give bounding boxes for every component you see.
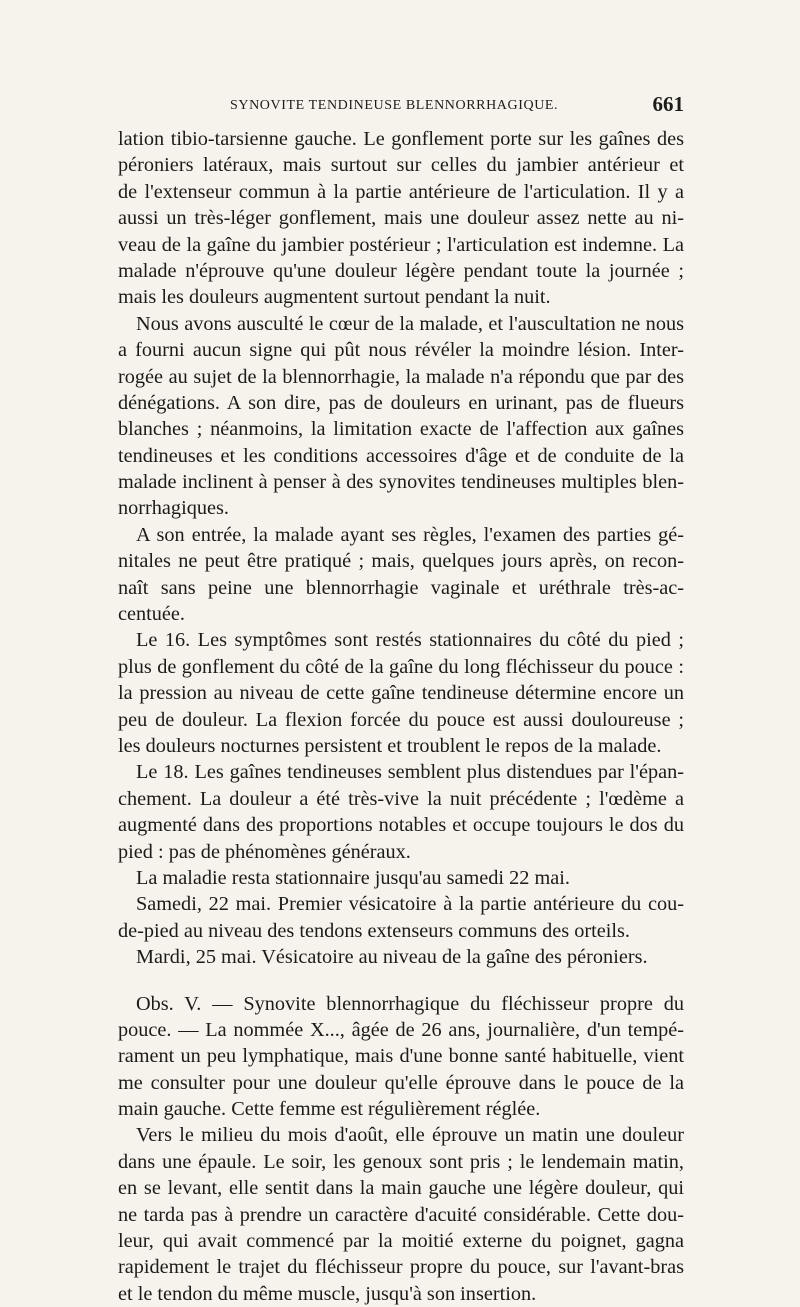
paragraph [118, 311, 684, 522]
text-line: et le tendon du même muscle, jusqu'à son insertion. [118, 1282, 537, 1305]
text-line: naît sans peine une blennorrhagie vaginale et uréthrale très-ac- [118, 576, 684, 599]
text-line: malade n'éprouve qu'une douleur légère pendant toute la journée ; [118, 259, 684, 282]
text-line: lation tibio-tarsienne gauche. Le gonflement porte sur les gaînes des [118, 128, 684, 150]
text-line: en se levant, elle sentit dans la main gauche une légère douleur, qui [118, 1177, 684, 1200]
text-line: dénégations. A son dire, pas de douleurs en urinant, pas de flueurs [118, 391, 684, 414]
text-line: La maladie resta stationnaire jusqu'au samedi 22 mai. [136, 866, 570, 889]
section-gap [118, 971, 684, 991]
text-line: augmenté dans des proportions notables et occupe toujours le dos du [118, 814, 684, 837]
text-line: plus de gonflement du côté de la gaîne du long fléchisseur du pouce : [118, 655, 684, 678]
paragraph [118, 944, 684, 970]
text-line: Le 18. Les gaînes tendineuses semblent plus distendues par l'épan- [136, 761, 684, 784]
text-line: mais les douleurs augmentent surtout pendant la nuit. [118, 286, 551, 309]
text-line: Samedi, 22 mai. Premier vésicatoire à la partie antérieure du cou- [136, 893, 684, 916]
paragraph [118, 126, 684, 311]
text-line: malade inclinent à penser à des synovites tendineuses multiples blen- [118, 471, 684, 494]
text-line: dans une épaule. Le soir, les genoux sont pris ; le lendemain matin, [118, 1150, 684, 1173]
paragraph [118, 759, 684, 865]
text-line: Le 16. Les symptômes sont restés stationnaires du côté du pied ; [136, 629, 684, 652]
text-line: norrhagiques. [118, 497, 229, 520]
text-line: Mardi, 25 mai. Vésicatoire au niveau de la gaîne des péroniers. [136, 946, 648, 969]
page-header [118, 92, 684, 120]
text-line: tendineuses et les conditions accessoires d'âge et de conduite de la [118, 444, 684, 467]
text-line: main gauche. Cette femme est régulièrement réglée. [118, 1098, 541, 1121]
text-line: rapidement le trajet du fléchisseur propre du pouce, sur l'avant-bras [118, 1256, 684, 1279]
text-line: a fourni aucun signe qui pût nous révéler la moindre lésion. Inter- [118, 339, 684, 362]
text-line: la pression au niveau de cette gaîne tendineuse détermine encore un [118, 682, 684, 705]
text-line: de l'extenseur commun à la partie antérieure de l'articulation. Il y a [118, 180, 684, 203]
text-line: A son entrée, la malade ayant ses règles, l'examen des parties gé- [136, 523, 684, 546]
text-line: centuée. [118, 603, 185, 626]
text-line: veau de la gaîne du jambier postérieur ; l'articulation est indemne. La [118, 233, 684, 256]
paragraph [118, 627, 684, 759]
text-line: ne tarda pas à prendre un caractère d'acuité considérable. Cette dou- [118, 1203, 684, 1226]
text-line: péroniers latéraux, mais surtout sur celles du jambier antérieur et [118, 154, 684, 177]
running-title: SYNOVITE TENDINEUSE BLENNORRHAGIQUE. [230, 98, 559, 113]
text-line: me consulter pour une douleur qu'elle éprouve dans le pouce de la [118, 1071, 684, 1094]
text-line: nitales ne peut être pratiqué ; mais, quelques jours après, on recon- [118, 550, 684, 573]
text-line: blanches ; néanmoins, la limitation exacte de l'affection aux gaînes [118, 418, 684, 441]
paragraph [118, 891, 684, 944]
text-line: les douleurs nocturnes persistent et troublent le repos de la malade. [118, 734, 662, 757]
text-line: chement. La douleur a été très-vive la nuit précédente ; l'œdème a [118, 787, 684, 810]
paragraph [118, 522, 684, 628]
text-line: Nous avons ausculté le cœur de la malade, et l'auscultation ne nous [136, 312, 684, 335]
text-line: peu de douleur. La flexion forcée du pouce est aussi douloureuse ; [118, 708, 684, 731]
text-line: pied : pas de phénomènes généraux. [118, 840, 411, 863]
paragraph [118, 865, 684, 891]
text-line: de-pied au niveau des tendons extenseurs communs des orteils. [118, 919, 630, 942]
text-line: leur, qui avait commencé par la moitié externe du poignet, gagna [118, 1230, 684, 1253]
text-line: Vers le milieu du mois d'août, elle éprouve un matin une douleur [136, 1124, 684, 1147]
paragraph [118, 991, 684, 1123]
text-line: rament un peu lymphatique, mais d'une bonne santé habituelle, vient [118, 1045, 684, 1068]
text-line: pouce. — La nommée X..., âgée de 26 ans, journalière, d'un tempé- [118, 1018, 684, 1041]
body-text [118, 126, 684, 1307]
text-line: Obs. V. — Synovite blennorrhagique du fléchisseur propre du [136, 992, 684, 1015]
text-line: aussi un très-léger gonflement, mais une douleur assez nette au ni- [118, 207, 684, 230]
page-number: 661 [652, 92, 684, 116]
text-line: rogée au sujet de la blennorrhagie, la malade n'a répondu que par des [118, 365, 684, 388]
